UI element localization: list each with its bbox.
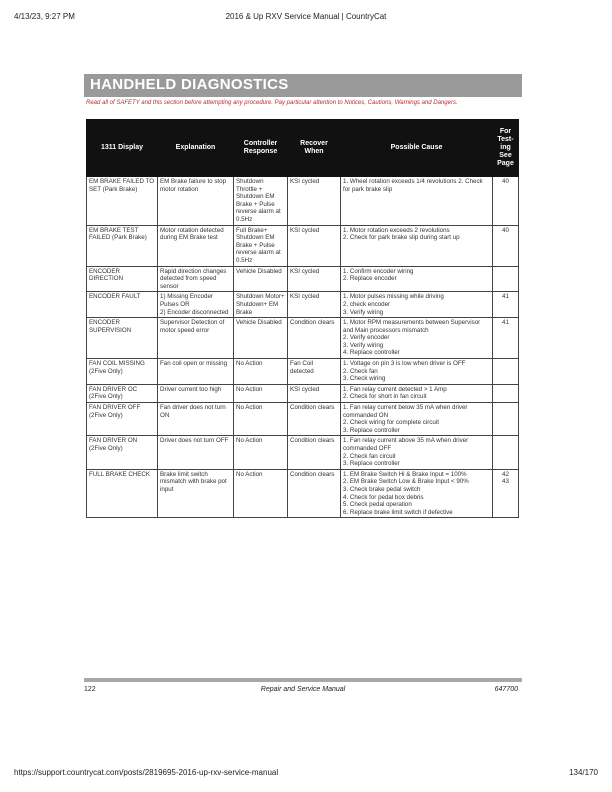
cell-explanation: 1) Missing Encoder Pulses OR 2) Encoder disconnected	[158, 292, 234, 318]
cell-recover-when: Condition clears	[288, 403, 341, 436]
cell-1311-display: EM BRAKE TEST FAILED (Park Brake)	[87, 225, 158, 266]
footer-rule	[84, 678, 522, 682]
cell-1311-display: ENCODER FAULT	[87, 292, 158, 318]
cell-1311-display: ENCODER SUPERVISION	[87, 318, 158, 359]
cell-1311-display: EM BRAKE FAILED TO SET (Park Brake)	[87, 177, 158, 226]
cell-recover-when: KSI cycled	[288, 177, 341, 226]
cell-recover-when: Fan Coil detected	[288, 359, 341, 385]
footer-page-number: 122	[84, 686, 96, 693]
header-testing-page: For Test- ing See Page	[493, 120, 519, 177]
table-row	[87, 436, 519, 469]
cell-testing-page: 40	[493, 177, 519, 226]
cell-controller-response: Full Brake+ Shutdown EM Brake + Pulse reverse alarm at 0.5Hz	[234, 225, 288, 266]
table-row	[87, 403, 519, 436]
cell-possible-cause: 1. Confirm encoder wiring 2. Replace encoder	[341, 266, 493, 292]
cell-explanation: Driver current too high	[158, 384, 234, 402]
table-row	[87, 266, 519, 292]
cell-possible-cause: 1. Motor rotation exceeds 2 revolutions 2. Check for park brake slip during start up	[341, 225, 493, 266]
cell-controller-response: No Action	[234, 469, 288, 518]
page-footer	[84, 686, 522, 696]
cell-recover-when: Condition clears	[288, 318, 341, 359]
cell-recover-when: Condition clears	[288, 436, 341, 469]
cell-controller-response: No Action	[234, 403, 288, 436]
cell-recover-when: Condition clears	[288, 469, 341, 518]
cell-possible-cause: 1. Wheel rotation exceeds 1/4 revolutions 2. Check for park brake slip	[341, 177, 493, 226]
cell-testing-page	[493, 359, 519, 385]
table-body	[87, 177, 519, 518]
cell-testing-page: 40	[493, 225, 519, 266]
cell-explanation: Motor rotation detected during EM Brake test	[158, 225, 234, 266]
diagnostics-table	[86, 119, 519, 518]
cell-possible-cause: 1. Motor RPM measurements between Supervisor and Main processors mismatch 2. Verify encoder 3. Verify wiring 4. Replace controller	[341, 318, 493, 359]
print-timestamp: 4/13/23, 9:27 PM	[14, 12, 75, 21]
footer-document-code: 647700	[494, 686, 518, 693]
browser-print-header	[0, 0, 612, 22]
cell-controller-response: Shutdown Motor+ Shutdown+ EM Brake	[234, 292, 288, 318]
table-header-row	[87, 120, 519, 177]
cell-testing-page	[493, 403, 519, 436]
cell-explanation: Fan driver does not turn ON	[158, 403, 234, 436]
cell-controller-response: No Action	[234, 436, 288, 469]
cell-controller-response: Vehicle Disabled	[234, 266, 288, 292]
cell-testing-page	[493, 384, 519, 402]
cell-explanation: Fan coil open or missing	[158, 359, 234, 385]
manual-page	[84, 74, 522, 696]
section-title: HANDHELD DIAGNOSTICS	[90, 76, 289, 93]
cell-recover-when: KSI cycled	[288, 384, 341, 402]
table-row	[87, 318, 519, 359]
footer-manual-title: Repair and Service Manual	[260, 686, 346, 693]
cell-testing-page: 41	[493, 318, 519, 359]
cell-1311-display: FAN DRIVER ON (2Five Only)	[87, 436, 158, 469]
table-row	[87, 469, 519, 518]
cell-1311-display: FAN DRIVER OC (2Five Only)	[87, 384, 158, 402]
safety-note: Read all of SAFETY and this section before attempting any procedure. Pay particular attention to Notices, Cautions, Warnings and Dangers.	[86, 100, 458, 106]
table-row	[87, 177, 519, 226]
cell-possible-cause: 1. Voltage on pin 3 is low when driver is OFF 2. Check fan 3. Check wiring	[341, 359, 493, 385]
cell-recover-when: KSI cycled	[288, 292, 341, 318]
table-row	[87, 359, 519, 385]
cell-1311-display: FAN COIL MISSING (2Five Only)	[87, 359, 158, 385]
cell-testing-page	[493, 266, 519, 292]
section-title-bar	[84, 74, 522, 97]
cell-testing-page: 41	[493, 292, 519, 318]
cell-1311-display: FAN DRIVER OFF (2Five Only)	[87, 403, 158, 436]
cell-possible-cause: 1. Fan relay current detected > 1 Amp 2. Check for short in fan circuit	[341, 384, 493, 402]
browser-print-footer	[0, 762, 612, 782]
cell-possible-cause: 1. EM Brake Switch Hi & Brake Input = 100% 2. EM Brake Switch Low & Brake Input < 90% 3. Check brake pedal switch 4. Check for pedal box debris 5. Check pedal operation 6. Replace brake limit switch if defective	[341, 469, 493, 518]
cell-testing-page	[493, 436, 519, 469]
cell-controller-response: Vehicle Disabled	[234, 318, 288, 359]
header-controller-response: Controller Response	[234, 120, 288, 177]
cell-possible-cause: 1. Motor pulses missing while driving 2. check encoder 3. Verify wiring	[341, 292, 493, 318]
cell-possible-cause: 1. Fan relay current below 35 mA when driver commanded ON 2. Check wiring for complete circuit 3. Replace controller	[341, 403, 493, 436]
cell-explanation: Brake limit switch mismatch with brake pot input	[158, 469, 234, 518]
print-page-count: 134/170	[569, 768, 598, 777]
table-row	[87, 384, 519, 402]
header-1311-display: 1311 Display	[87, 120, 158, 177]
print-url: https://support.countrycat.com/posts/2819695-2016-up-rxv-service-manual	[14, 768, 279, 777]
cell-controller-response: No Action	[234, 359, 288, 385]
cell-possible-cause: 1. Fan relay current above 35 mA when driver commanded OFF 2. Check fan circuit 3. Replace controller	[341, 436, 493, 469]
cell-explanation: EM Brake failure to stop motor rotation	[158, 177, 234, 226]
cell-1311-display: ENCODER DIRECTION	[87, 266, 158, 292]
cell-testing-page: 42 43	[493, 469, 519, 518]
cell-explanation: Driver does not turn OFF	[158, 436, 234, 469]
cell-recover-when: KSI cycled	[288, 225, 341, 266]
cell-controller-response: No Action	[234, 384, 288, 402]
header-possible-cause: Possible Cause	[341, 120, 493, 177]
cell-explanation: Rapid direction changes detected from speed sensor	[158, 266, 234, 292]
header-recover-when: Recover When	[288, 120, 341, 177]
cell-controller-response: Shutdown Throttle + Shutdown EM Brake + Pulse reverse alarm at 0.5Hz	[234, 177, 288, 226]
cell-recover-when: KSI cycled	[288, 266, 341, 292]
cell-explanation: Supervisor Detection of motor speed error	[158, 318, 234, 359]
cell-1311-display: FULL BRAKE CHECK	[87, 469, 158, 518]
print-page-title: 2016 & Up RXV Service Manual | CountryCat	[225, 12, 387, 21]
header-explanation: Explanation	[158, 120, 234, 177]
table-row	[87, 225, 519, 266]
table-row	[87, 292, 519, 318]
